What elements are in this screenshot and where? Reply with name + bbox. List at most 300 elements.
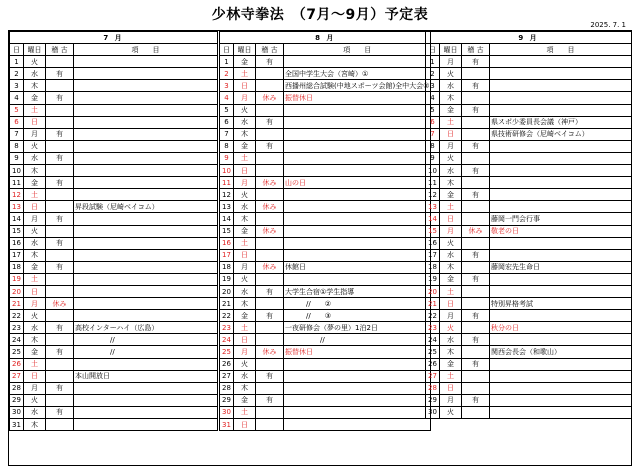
day-cell: 20	[10, 285, 24, 297]
table-row	[10, 68, 218, 80]
day-cell: 5	[220, 104, 234, 116]
weekday-cell: 土	[440, 116, 462, 128]
day-cell: 2	[220, 68, 234, 80]
day-cell: 24	[426, 334, 440, 346]
keiko-cell: 休み	[256, 177, 284, 189]
table-row	[426, 285, 632, 297]
calendar-table	[425, 31, 632, 419]
table-row	[10, 116, 218, 128]
weekday-cell: 土	[24, 358, 46, 370]
keiko-cell	[256, 298, 284, 310]
keiko-cell: 有	[256, 56, 284, 68]
keiko-cell	[46, 334, 74, 346]
keiko-cell	[462, 322, 490, 334]
table-row	[220, 128, 431, 140]
column-header-day: 日	[220, 44, 234, 56]
keiko-cell: 有	[46, 322, 74, 334]
item-cell	[490, 80, 632, 92]
keiko-cell	[256, 68, 284, 80]
table-row	[220, 80, 431, 92]
table-row	[220, 394, 431, 406]
day-cell: 25	[220, 346, 234, 358]
day-cell: 30	[10, 406, 24, 418]
day-cell: 30	[220, 406, 234, 418]
table-row	[220, 225, 431, 237]
day-cell: 8	[426, 140, 440, 152]
weekday-cell: 水	[234, 116, 256, 128]
keiko-cell	[46, 189, 74, 201]
item-cell	[490, 189, 632, 201]
table-row	[10, 273, 218, 285]
weekday-cell: 水	[440, 249, 462, 261]
item-cell	[74, 285, 218, 297]
table-row	[10, 261, 218, 273]
day-cell: 26	[10, 358, 24, 370]
table-row	[426, 68, 632, 80]
keiko-cell	[462, 177, 490, 189]
item-cell	[74, 92, 218, 104]
day-cell: 5	[10, 104, 24, 116]
item-cell	[74, 261, 218, 273]
day-cell: 17	[426, 249, 440, 261]
day-cell: 16	[220, 237, 234, 249]
weekday-cell: 月	[234, 346, 256, 358]
table-row	[220, 116, 431, 128]
table-row	[426, 237, 632, 249]
weekday-cell: 水	[24, 68, 46, 80]
day-cell: 11	[220, 177, 234, 189]
weekday-cell: 木	[440, 92, 462, 104]
keiko-cell	[462, 68, 490, 80]
keiko-cell: 有	[46, 237, 74, 249]
keiko-cell	[462, 346, 490, 358]
weekday-cell: 木	[24, 249, 46, 261]
keiko-cell: 有	[256, 310, 284, 322]
keiko-cell: 有	[46, 406, 74, 418]
day-cell: 18	[220, 261, 234, 273]
weekday-cell: 月	[24, 298, 46, 310]
item-cell	[490, 358, 632, 370]
day-cell: 15	[426, 225, 440, 237]
weekday-cell: 金	[234, 394, 256, 406]
day-cell: 11	[10, 177, 24, 189]
table-row	[426, 213, 632, 225]
keiko-cell: 有	[256, 394, 284, 406]
table-row	[220, 310, 431, 322]
table-row	[220, 273, 431, 285]
weekday-cell: 月	[440, 140, 462, 152]
item-cell	[284, 358, 431, 370]
item-cell: 高校インターハイ（広島）	[74, 322, 218, 334]
item-cell: 休館日	[284, 261, 431, 273]
table-row	[426, 322, 632, 334]
day-cell: 21	[220, 298, 234, 310]
weekday-cell: 月	[440, 225, 462, 237]
item-cell	[490, 394, 632, 406]
day-cell: 21	[10, 298, 24, 310]
table-row	[426, 104, 632, 116]
day-cell: 12	[426, 189, 440, 201]
item-cell	[490, 56, 632, 68]
weekday-cell: 日	[24, 201, 46, 213]
day-cell: 19	[426, 273, 440, 285]
day-cell: 13	[220, 201, 234, 213]
weekday-cell: 土	[24, 104, 46, 116]
day-cell: 18	[10, 261, 24, 273]
item-cell	[284, 165, 431, 177]
keiko-cell: 有	[46, 92, 74, 104]
table-row	[426, 128, 632, 140]
weekday-cell: 金	[24, 261, 46, 273]
item-cell	[490, 406, 632, 418]
table-row	[220, 237, 431, 249]
table-row	[10, 334, 218, 346]
table-row	[220, 346, 431, 358]
table-row	[10, 406, 218, 418]
table-row	[426, 189, 632, 201]
keiko-cell: 有	[46, 152, 74, 164]
day-cell: 4	[220, 92, 234, 104]
day-cell: 26	[220, 358, 234, 370]
month-table-august	[219, 31, 431, 431]
keiko-cell	[462, 298, 490, 310]
column-header-weekday: 曜日	[234, 44, 256, 56]
item-cell	[74, 394, 218, 406]
day-cell: 28	[426, 382, 440, 394]
keiko-cell	[462, 237, 490, 249]
day-cell: 6	[10, 116, 24, 128]
table-row	[10, 128, 218, 140]
table-row	[220, 334, 431, 346]
day-cell: 25	[10, 346, 24, 358]
day-cell: 6	[426, 116, 440, 128]
day-cell: 15	[10, 225, 24, 237]
keiko-cell	[46, 104, 74, 116]
keiko-cell: 有	[462, 140, 490, 152]
weekday-cell: 土	[234, 68, 256, 80]
item-cell	[74, 419, 218, 431]
item-cell	[284, 406, 431, 418]
item-cell	[74, 213, 218, 225]
item-cell	[74, 273, 218, 285]
day-cell: 11	[426, 177, 440, 189]
weekday-cell: 木	[440, 177, 462, 189]
keiko-cell: 有	[462, 310, 490, 322]
keiko-cell	[462, 406, 490, 418]
item-cell	[74, 177, 218, 189]
day-cell: 7	[10, 128, 24, 140]
column-header-item: 項 目	[490, 44, 632, 56]
day-cell: 16	[10, 237, 24, 249]
weekday-cell: 土	[24, 273, 46, 285]
weekday-cell: 日	[440, 213, 462, 225]
table-row	[426, 249, 632, 261]
day-cell: 10	[220, 165, 234, 177]
table-row	[10, 213, 218, 225]
weekday-cell: 木	[234, 382, 256, 394]
item-cell	[490, 152, 632, 164]
item-cell	[490, 237, 632, 249]
weekday-cell: 日	[234, 80, 256, 92]
keiko-cell: 有	[462, 104, 490, 116]
weekday-cell: 水	[440, 334, 462, 346]
weekday-cell: 火	[440, 406, 462, 418]
weekday-cell: 土	[24, 189, 46, 201]
table-row	[220, 104, 431, 116]
day-cell: 12	[220, 189, 234, 201]
weekday-cell: 月	[24, 382, 46, 394]
keiko-cell	[46, 419, 74, 431]
item-cell: 振替休日	[284, 92, 431, 104]
weekday-cell: 火	[24, 56, 46, 68]
keiko-cell	[256, 165, 284, 177]
item-cell	[284, 213, 431, 225]
keiko-cell: 有	[46, 213, 74, 225]
weekday-cell: 木	[24, 80, 46, 92]
table-row	[10, 310, 218, 322]
keiko-cell	[462, 128, 490, 140]
day-cell: 15	[220, 225, 234, 237]
table-row	[10, 249, 218, 261]
column-header-item: 項 目	[74, 44, 218, 56]
weekday-cell: 月	[24, 128, 46, 140]
table-row	[220, 201, 431, 213]
keiko-cell	[462, 370, 490, 382]
weekday-cell: 金	[234, 310, 256, 322]
day-cell: 21	[426, 298, 440, 310]
weekday-cell: 火	[234, 104, 256, 116]
weekday-cell: 金	[24, 346, 46, 358]
table-row	[10, 382, 218, 394]
table-row	[10, 285, 218, 297]
day-cell: 13	[10, 201, 24, 213]
day-cell: 24	[10, 334, 24, 346]
item-cell	[490, 370, 632, 382]
keiko-cell: 有	[462, 56, 490, 68]
weekday-cell: 月	[234, 261, 256, 273]
day-cell: 9	[426, 152, 440, 164]
day-cell: 2	[10, 68, 24, 80]
day-cell: 5	[426, 104, 440, 116]
table-row	[10, 165, 218, 177]
day-cell: 29	[220, 394, 234, 406]
day-cell: 29	[10, 394, 24, 406]
item-cell	[74, 310, 218, 322]
day-cell: 14	[426, 213, 440, 225]
table-row	[10, 189, 218, 201]
keiko-cell	[256, 128, 284, 140]
keiko-cell	[462, 285, 490, 297]
weekday-cell: 火	[24, 310, 46, 322]
day-cell: 22	[426, 310, 440, 322]
keiko-cell	[46, 370, 74, 382]
keiko-cell	[256, 249, 284, 261]
weekday-cell: 金	[234, 225, 256, 237]
day-cell: 27	[426, 370, 440, 382]
weekday-cell: 金	[440, 189, 462, 201]
item-cell	[74, 382, 218, 394]
day-cell: 19	[10, 273, 24, 285]
keiko-cell	[256, 80, 284, 92]
month-table-september	[425, 31, 632, 419]
weekday-cell: 木	[24, 334, 46, 346]
day-cell: 14	[220, 213, 234, 225]
table-row	[426, 177, 632, 189]
day-cell: 24	[220, 334, 234, 346]
weekday-cell: 日	[440, 298, 462, 310]
item-cell	[284, 394, 431, 406]
weekday-cell: 土	[234, 237, 256, 249]
keiko-cell: 休み	[256, 201, 284, 213]
day-cell: 10	[426, 165, 440, 177]
table-row	[10, 225, 218, 237]
day-cell: 12	[10, 189, 24, 201]
item-cell: 敬老の日	[490, 225, 632, 237]
keiko-cell: 有	[46, 261, 74, 273]
weekday-cell: 水	[24, 322, 46, 334]
day-cell: 3	[220, 80, 234, 92]
keiko-cell: 休み	[256, 346, 284, 358]
item-cell	[74, 189, 218, 201]
day-cell: 14	[10, 213, 24, 225]
item-cell	[490, 334, 632, 346]
table-row	[220, 358, 431, 370]
weekday-cell: 金	[234, 56, 256, 68]
keiko-cell: 有	[462, 334, 490, 346]
item-cell: 県スポ少委員長会議（神戸）	[490, 116, 632, 128]
day-cell: 8	[220, 140, 234, 152]
table-row	[10, 346, 218, 358]
keiko-cell	[46, 310, 74, 322]
column-header-day: 日	[10, 44, 24, 56]
keiko-cell	[256, 152, 284, 164]
weekday-cell: 水	[24, 152, 46, 164]
keiko-cell	[46, 140, 74, 152]
weekday-cell: 月	[440, 56, 462, 68]
item-cell	[284, 249, 431, 261]
keiko-cell: 有	[46, 346, 74, 358]
day-cell: 18	[426, 261, 440, 273]
item-cell	[284, 189, 431, 201]
item-cell	[490, 140, 632, 152]
month-label: 9 月	[426, 32, 632, 44]
keiko-cell	[46, 165, 74, 177]
weekday-cell: 火	[440, 322, 462, 334]
item-cell	[490, 382, 632, 394]
table-row	[10, 419, 218, 431]
table-row	[220, 165, 431, 177]
keiko-cell	[256, 358, 284, 370]
item-cell: 大学生合宿①学生指導	[284, 285, 431, 297]
table-row	[220, 406, 431, 418]
table-row	[426, 80, 632, 92]
table-row	[10, 152, 218, 164]
table-row	[10, 92, 218, 104]
weekday-cell: 水	[234, 370, 256, 382]
issue-date: 2025. 7. 1	[590, 21, 626, 29]
weekday-cell: 日	[24, 370, 46, 382]
day-cell: 3	[426, 80, 440, 92]
keiko-cell: 有	[46, 68, 74, 80]
keiko-cell: 有	[462, 249, 490, 261]
item-cell: 特別昇格考試	[490, 298, 632, 310]
keiko-cell	[256, 273, 284, 285]
item-cell	[490, 285, 632, 297]
day-cell: 9	[220, 152, 234, 164]
weekday-cell: 水	[440, 165, 462, 177]
weekday-cell: 土	[440, 370, 462, 382]
table-row	[426, 346, 632, 358]
weekday-cell: 木	[24, 419, 46, 431]
item-cell	[74, 298, 218, 310]
table-row	[220, 261, 431, 273]
table-row	[220, 140, 431, 152]
table-row	[10, 237, 218, 249]
keiko-cell	[256, 237, 284, 249]
weekday-cell: 月	[440, 310, 462, 322]
weekday-cell: 土	[440, 285, 462, 297]
item-cell	[490, 165, 632, 177]
day-cell: 17	[10, 249, 24, 261]
day-cell: 7	[426, 128, 440, 140]
day-cell: 26	[426, 358, 440, 370]
table-row	[426, 201, 632, 213]
item-cell	[284, 201, 431, 213]
keiko-cell	[462, 382, 490, 394]
keiko-cell	[46, 358, 74, 370]
table-row	[220, 68, 431, 80]
weekday-cell: 木	[234, 128, 256, 140]
item-cell	[284, 237, 431, 249]
day-cell: 6	[220, 116, 234, 128]
item-cell: //	[74, 334, 218, 346]
day-cell: 3	[10, 80, 24, 92]
keiko-cell	[462, 92, 490, 104]
weekday-cell: 日	[440, 128, 462, 140]
keiko-cell: 休み	[256, 261, 284, 273]
keiko-cell: 有	[46, 128, 74, 140]
item-cell	[284, 225, 431, 237]
keiko-cell: 有	[256, 116, 284, 128]
day-cell: 28	[220, 382, 234, 394]
table-row	[10, 298, 218, 310]
day-cell: 22	[220, 310, 234, 322]
weekday-cell: 月	[24, 213, 46, 225]
table-row	[426, 394, 632, 406]
item-cell	[74, 249, 218, 261]
item-cell	[284, 116, 431, 128]
weekday-cell: 金	[440, 104, 462, 116]
weekday-cell: 火	[24, 394, 46, 406]
table-row	[220, 298, 431, 310]
weekday-cell: 日	[440, 382, 462, 394]
table-row	[10, 80, 218, 92]
table-row	[10, 56, 218, 68]
table-row	[10, 140, 218, 152]
item-cell	[490, 201, 632, 213]
weekday-cell: 日	[24, 285, 46, 297]
weekday-cell: 火	[24, 225, 46, 237]
item-cell	[284, 152, 431, 164]
keiko-cell	[46, 394, 74, 406]
table-row	[426, 334, 632, 346]
day-cell: 25	[426, 346, 440, 358]
weekday-cell: 月	[234, 92, 256, 104]
table-row	[426, 370, 632, 382]
table-row	[10, 177, 218, 189]
month-table-july	[9, 31, 218, 431]
table-row	[10, 358, 218, 370]
